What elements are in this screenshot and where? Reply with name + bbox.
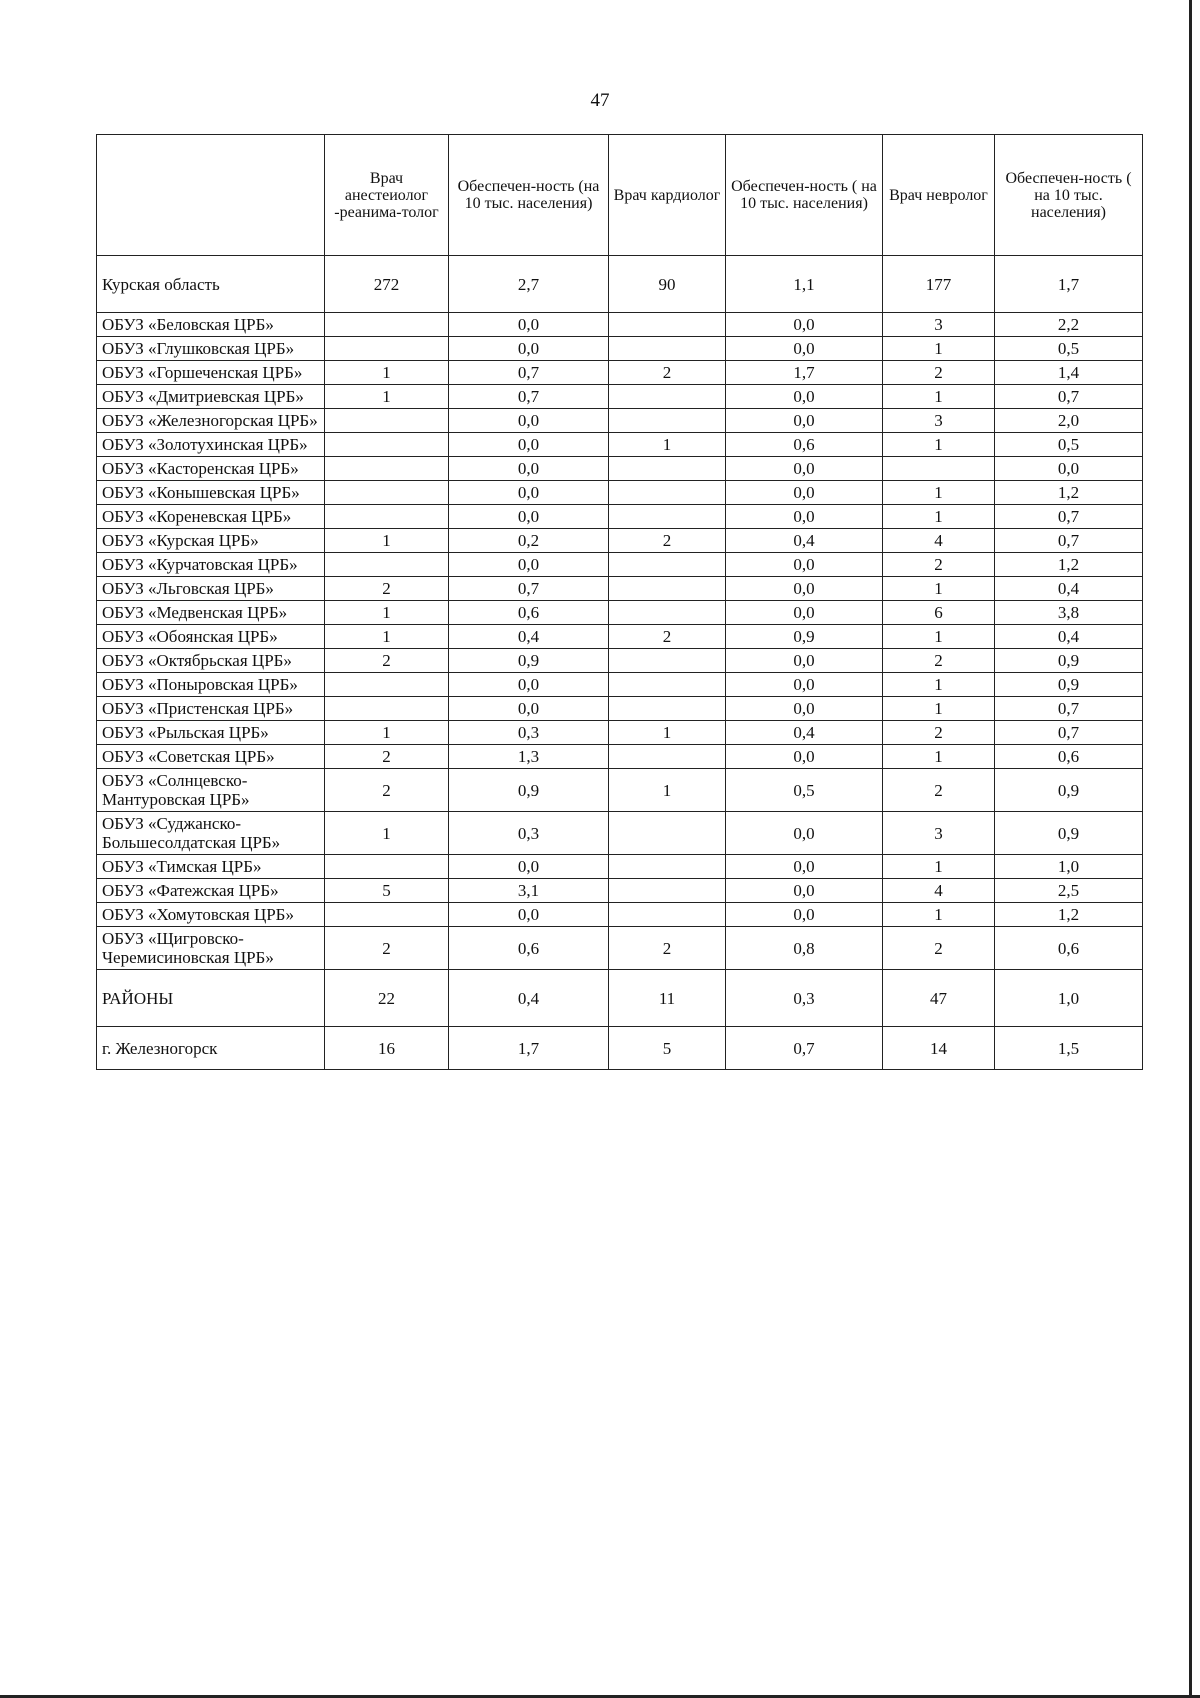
table-row (97, 337, 1143, 361)
cardiologist-count-cell: 1 (609, 769, 726, 812)
anesthesiologist-count-cell: 2 (325, 745, 449, 769)
neurologist-count-cell: 3 (883, 409, 995, 433)
anesthesiologist-rate-cell: 0,3 (449, 812, 609, 855)
cardiologist-rate-cell: 0,8 (726, 927, 883, 970)
anesthesiologist-count-cell: 1 (325, 385, 449, 409)
anesthesiologist-count-cell: 1 (325, 812, 449, 855)
neurologist-count-cell: 2 (883, 649, 995, 673)
region-name-cell: ОБУЗ «Кореневская ЦРБ» (97, 505, 325, 529)
neurologist-count-cell: 1 (883, 745, 995, 769)
anesthesiologist-count-cell: 16 (325, 1027, 449, 1070)
cardiologist-rate-cell: 0,0 (726, 553, 883, 577)
anesthesiologist-rate-cell: 0,0 (449, 673, 609, 697)
anesthesiologist-count-cell: 1 (325, 601, 449, 625)
anesthesiologist-rate-cell: 0,7 (449, 577, 609, 601)
cardiologist-rate-cell: 1,7 (726, 361, 883, 385)
neurologist-rate-cell: 0,5 (995, 433, 1143, 457)
anesthesiologist-count-cell: 1 (325, 529, 449, 553)
region-name-cell: ОБУЗ «Хомутовская ЦРБ» (97, 903, 325, 927)
table-row (97, 927, 1143, 970)
region-name-cell: ОБУЗ «Советская ЦРБ» (97, 745, 325, 769)
region-name-cell: г. Железногорск (97, 1027, 325, 1070)
anesthesiologist-count-cell (325, 409, 449, 433)
table-row (97, 745, 1143, 769)
anesthesiologist-rate-cell: 0,0 (449, 697, 609, 721)
region-name-cell: ОБУЗ «Щигровско-Черемисиновская ЦРБ» (97, 927, 325, 970)
header-neurologist-rate: Обеспечен-ность ( на 10 тыс. населения) (995, 135, 1143, 256)
anesthesiologist-rate-cell: 0,0 (449, 409, 609, 433)
anesthesiologist-count-cell: 272 (325, 256, 449, 313)
neurologist-count-cell: 177 (883, 256, 995, 313)
cardiologist-count-cell: 2 (609, 361, 726, 385)
table-row (97, 721, 1143, 745)
neurologist-rate-cell: 0,6 (995, 927, 1143, 970)
neurologist-rate-cell: 0,6 (995, 745, 1143, 769)
neurologist-rate-cell: 0,7 (995, 721, 1143, 745)
neurologist-count-cell: 1 (883, 505, 995, 529)
anesthesiologist-count-cell: 1 (325, 721, 449, 745)
anesthesiologist-rate-cell: 2,7 (449, 256, 609, 313)
table-row (97, 505, 1143, 529)
cardiologist-count-cell (609, 673, 726, 697)
neurologist-count-cell: 3 (883, 812, 995, 855)
anesthesiologist-rate-cell: 0,6 (449, 927, 609, 970)
region-name-cell: ОБУЗ «Конышевская ЦРБ» (97, 481, 325, 505)
cardiologist-rate-cell: 0,0 (726, 812, 883, 855)
table-row (97, 903, 1143, 927)
neurologist-rate-cell: 0,7 (995, 505, 1143, 529)
table-row (97, 697, 1143, 721)
neurologist-rate-cell: 0,7 (995, 385, 1143, 409)
neurologist-count-cell: 4 (883, 529, 995, 553)
cardiologist-rate-cell: 0,0 (726, 481, 883, 505)
cardiologist-rate-cell: 0,0 (726, 337, 883, 361)
cardiologist-count-cell (609, 649, 726, 673)
header-region (97, 135, 325, 256)
neurologist-count-cell: 1 (883, 625, 995, 649)
region-name-cell: ОБУЗ «Курская ЦРБ» (97, 529, 325, 553)
cardiologist-count-cell: 1 (609, 433, 726, 457)
cardiologist-count-cell (609, 409, 726, 433)
cardiologist-count-cell (609, 385, 726, 409)
anesthesiologist-rate-cell: 0,9 (449, 649, 609, 673)
neurologist-count-cell: 4 (883, 879, 995, 903)
neurologist-rate-cell: 1,2 (995, 553, 1143, 577)
anesthesiologist-rate-cell: 0,0 (449, 337, 609, 361)
anesthesiologist-rate-cell: 0,0 (449, 505, 609, 529)
header-anesthesiologist-rate: Обеспечен-ность (на 10 тыс. населения) (449, 135, 609, 256)
anesthesiologist-count-cell: 5 (325, 879, 449, 903)
neurologist-rate-cell: 1,0 (995, 970, 1143, 1027)
region-name-cell: ОБУЗ «Беловская ЦРБ» (97, 313, 325, 337)
table-row (97, 481, 1143, 505)
cardiologist-count-cell: 1 (609, 721, 726, 745)
region-name-cell: ОБУЗ «Горшеченская ЦРБ» (97, 361, 325, 385)
anesthesiologist-count-cell (325, 855, 449, 879)
neurologist-count-cell: 1 (883, 577, 995, 601)
neurologist-rate-cell: 1,2 (995, 481, 1143, 505)
neurologist-count-cell: 1 (883, 481, 995, 505)
cardiologist-count-cell (609, 505, 726, 529)
neurologist-count-cell: 2 (883, 553, 995, 577)
anesthesiologist-rate-cell: 0,6 (449, 601, 609, 625)
cardiologist-rate-cell: 0,0 (726, 745, 883, 769)
neurologist-rate-cell: 2,0 (995, 409, 1143, 433)
cardiologist-rate-cell: 0,0 (726, 879, 883, 903)
cardiologist-rate-cell: 0,0 (726, 505, 883, 529)
neurologist-rate-cell: 1,2 (995, 903, 1143, 927)
cardiologist-rate-cell: 0,0 (726, 697, 883, 721)
table-row (97, 879, 1143, 903)
table-row (97, 769, 1143, 812)
cardiologist-rate-cell: 0,0 (726, 903, 883, 927)
neurologist-rate-cell: 2,2 (995, 313, 1143, 337)
table-row (97, 601, 1143, 625)
anesthesiologist-count-cell: 1 (325, 625, 449, 649)
neurologist-count-cell: 2 (883, 361, 995, 385)
neurologist-count-cell: 1 (883, 337, 995, 361)
neurologist-count-cell: 2 (883, 769, 995, 812)
table-row (97, 553, 1143, 577)
table-row (97, 256, 1143, 313)
anesthesiologist-rate-cell: 0,4 (449, 970, 609, 1027)
neurologist-rate-cell: 0,9 (995, 769, 1143, 812)
table-row (97, 385, 1143, 409)
region-name-cell: ОБУЗ «Золотухинская ЦРБ» (97, 433, 325, 457)
anesthesiologist-count-cell: 2 (325, 927, 449, 970)
neurologist-rate-cell: 0,7 (995, 529, 1143, 553)
cardiologist-count-cell (609, 879, 726, 903)
anesthesiologist-rate-cell: 0,0 (449, 903, 609, 927)
anesthesiologist-rate-cell: 0,3 (449, 721, 609, 745)
neurologist-count-cell: 2 (883, 927, 995, 970)
table-row (97, 409, 1143, 433)
scan-edge-right (1189, 0, 1192, 1698)
page-number: 47 (590, 90, 610, 111)
cardiologist-rate-cell: 0,3 (726, 970, 883, 1027)
anesthesiologist-count-cell (325, 313, 449, 337)
anesthesiologist-rate-cell: 0,0 (449, 433, 609, 457)
cardiologist-rate-cell: 0,5 (726, 769, 883, 812)
table-row (97, 577, 1143, 601)
region-name-cell: ОБУЗ «Касторенская ЦРБ» (97, 457, 325, 481)
neurologist-count-cell: 2 (883, 721, 995, 745)
neurologist-rate-cell: 1,7 (995, 256, 1143, 313)
anesthesiologist-rate-cell: 0,7 (449, 361, 609, 385)
table-row (97, 855, 1143, 879)
neurologist-rate-cell: 3,8 (995, 601, 1143, 625)
cardiologist-count-cell (609, 855, 726, 879)
table-body (97, 256, 1143, 1070)
neurologist-rate-cell: 0,9 (995, 812, 1143, 855)
cardiologist-count-cell (609, 745, 726, 769)
table-row (97, 529, 1143, 553)
neurologist-count-cell: 1 (883, 903, 995, 927)
cardiologist-count-cell: 90 (609, 256, 726, 313)
header-cardiologist-rate: Обеспечен-ность ( на 10 тыс. населения) (726, 135, 883, 256)
header-row (97, 135, 1143, 256)
cardiologist-rate-cell: 0,0 (726, 649, 883, 673)
table-row (97, 457, 1143, 481)
neurologist-count-cell: 1 (883, 855, 995, 879)
anesthesiologist-rate-cell: 1,7 (449, 1027, 609, 1070)
neurologist-count-cell: 1 (883, 673, 995, 697)
cardiologist-count-cell (609, 812, 726, 855)
neurologist-rate-cell: 0,9 (995, 649, 1143, 673)
anesthesiologist-count-cell: 1 (325, 361, 449, 385)
neurologist-rate-cell: 0,4 (995, 625, 1143, 649)
region-name-cell: ОБУЗ «Курчатовская ЦРБ» (97, 553, 325, 577)
cardiologist-count-cell (609, 481, 726, 505)
table-row (97, 313, 1143, 337)
table-row (97, 812, 1143, 855)
anesthesiologist-rate-cell: 0,0 (449, 313, 609, 337)
anesthesiologist-count-cell (325, 337, 449, 361)
anesthesiologist-rate-cell: 0,4 (449, 625, 609, 649)
table-row (97, 433, 1143, 457)
cardiologist-rate-cell: 0,9 (726, 625, 883, 649)
cardiologist-count-cell (609, 601, 726, 625)
anesthesiologist-rate-cell: 0,0 (449, 855, 609, 879)
table-row (97, 625, 1143, 649)
cardiologist-count-cell: 2 (609, 625, 726, 649)
neurologist-count-cell: 1 (883, 697, 995, 721)
anesthesiologist-count-cell: 2 (325, 769, 449, 812)
region-name-cell: ОБУЗ «Медвенская ЦРБ» (97, 601, 325, 625)
table-row (97, 1027, 1143, 1070)
region-name-cell: ОБУЗ «Тимская ЦРБ» (97, 855, 325, 879)
cardiologist-rate-cell: 0,0 (726, 385, 883, 409)
cardiologist-rate-cell: 0,4 (726, 529, 883, 553)
anesthesiologist-count-cell (325, 481, 449, 505)
table-row (97, 361, 1143, 385)
neurologist-count-cell: 1 (883, 433, 995, 457)
anesthesiologist-count-cell (325, 505, 449, 529)
cardiologist-rate-cell: 0,0 (726, 577, 883, 601)
cardiologist-rate-cell: 0,4 (726, 721, 883, 745)
region-name-cell: ОБУЗ «Обоянская ЦРБ» (97, 625, 325, 649)
anesthesiologist-count-cell (325, 433, 449, 457)
cardiologist-rate-cell: 0,0 (726, 601, 883, 625)
region-name-cell: ОБУЗ «Фатежская ЦРБ» (97, 879, 325, 903)
anesthesiologist-count-cell (325, 697, 449, 721)
region-name-cell: ОБУЗ «Октябрьская ЦРБ» (97, 649, 325, 673)
anesthesiologist-rate-cell: 0,7 (449, 385, 609, 409)
region-name-cell: ОБУЗ «Льговская ЦРБ» (97, 577, 325, 601)
anesthesiologist-rate-cell: 0,0 (449, 553, 609, 577)
header-anesthesiologist: Врач анестеиолог -реанима-толог (325, 135, 449, 256)
neurologist-count-cell (883, 457, 995, 481)
anesthesiologist-count-cell (325, 553, 449, 577)
cardiologist-count-cell (609, 337, 726, 361)
neurologist-rate-cell: 0,0 (995, 457, 1143, 481)
anesthesiologist-count-cell (325, 903, 449, 927)
anesthesiologist-rate-cell: 0,0 (449, 457, 609, 481)
neurologist-count-cell: 6 (883, 601, 995, 625)
region-name-cell: ОБУЗ «Солнцевско-Мантуровская ЦРБ» (97, 769, 325, 812)
cardiologist-rate-cell: 0,0 (726, 457, 883, 481)
cardiologist-count-cell (609, 577, 726, 601)
cardiologist-rate-cell: 0,0 (726, 409, 883, 433)
region-name-cell: ОБУЗ «Суджанско-Большесолдатская ЦРБ» (97, 812, 325, 855)
cardiologist-count-cell (609, 903, 726, 927)
cardiologist-rate-cell: 0,0 (726, 313, 883, 337)
neurologist-rate-cell: 0,5 (995, 337, 1143, 361)
region-name-cell: ОБУЗ «Глушковская ЦРБ» (97, 337, 325, 361)
neurologist-count-cell: 1 (883, 385, 995, 409)
anesthesiologist-rate-cell: 0,9 (449, 769, 609, 812)
neurologist-rate-cell: 2,5 (995, 879, 1143, 903)
neurologist-rate-cell: 1,4 (995, 361, 1143, 385)
region-name-cell: ОБУЗ «Пристенская ЦРБ» (97, 697, 325, 721)
cardiologist-rate-cell: 0,0 (726, 673, 883, 697)
region-name-cell: ОБУЗ «Железногорская ЦРБ» (97, 409, 325, 433)
header-cardiologist: Врач кардиолог (609, 135, 726, 256)
anesthesiologist-count-cell (325, 457, 449, 481)
cardiologist-rate-cell: 0,6 (726, 433, 883, 457)
region-name-cell: Курская область (97, 256, 325, 313)
cardiologist-rate-cell: 1,1 (726, 256, 883, 313)
cardiologist-count-cell (609, 697, 726, 721)
region-name-cell: ОБУЗ «Рыльская ЦРБ» (97, 721, 325, 745)
table-row (97, 673, 1143, 697)
neurologist-count-cell: 14 (883, 1027, 995, 1070)
cardiologist-count-cell: 2 (609, 927, 726, 970)
doctor-staffing-table (96, 134, 1143, 1070)
anesthesiologist-rate-cell: 0,2 (449, 529, 609, 553)
cardiologist-count-cell: 5 (609, 1027, 726, 1070)
cardiologist-rate-cell: 0,7 (726, 1027, 883, 1070)
neurologist-count-cell: 47 (883, 970, 995, 1027)
cardiologist-rate-cell: 0,0 (726, 855, 883, 879)
cardiologist-count-cell (609, 313, 726, 337)
cardiologist-count-cell: 2 (609, 529, 726, 553)
region-name-cell: ОБУЗ «Дмитриевская ЦРБ» (97, 385, 325, 409)
header-neurologist: Врач невролог (883, 135, 995, 256)
cardiologist-count-cell (609, 457, 726, 481)
neurologist-rate-cell: 1,0 (995, 855, 1143, 879)
region-name-cell: РАЙОНЫ (97, 970, 325, 1027)
anesthesiologist-rate-cell: 1,3 (449, 745, 609, 769)
neurologist-rate-cell: 0,4 (995, 577, 1143, 601)
region-name-cell: ОБУЗ «Поныровская ЦРБ» (97, 673, 325, 697)
anesthesiologist-rate-cell: 3,1 (449, 879, 609, 903)
neurologist-rate-cell: 0,9 (995, 673, 1143, 697)
neurologist-count-cell: 3 (883, 313, 995, 337)
cardiologist-count-cell: 11 (609, 970, 726, 1027)
anesthesiologist-count-cell: 22 (325, 970, 449, 1027)
table-row (97, 649, 1143, 673)
neurologist-rate-cell: 0,7 (995, 697, 1143, 721)
anesthesiologist-count-cell (325, 673, 449, 697)
table-row (97, 970, 1143, 1027)
anesthesiologist-count-cell: 2 (325, 577, 449, 601)
anesthesiologist-count-cell: 2 (325, 649, 449, 673)
neurologist-rate-cell: 1,5 (995, 1027, 1143, 1070)
cardiologist-count-cell (609, 553, 726, 577)
anesthesiologist-rate-cell: 0,0 (449, 481, 609, 505)
